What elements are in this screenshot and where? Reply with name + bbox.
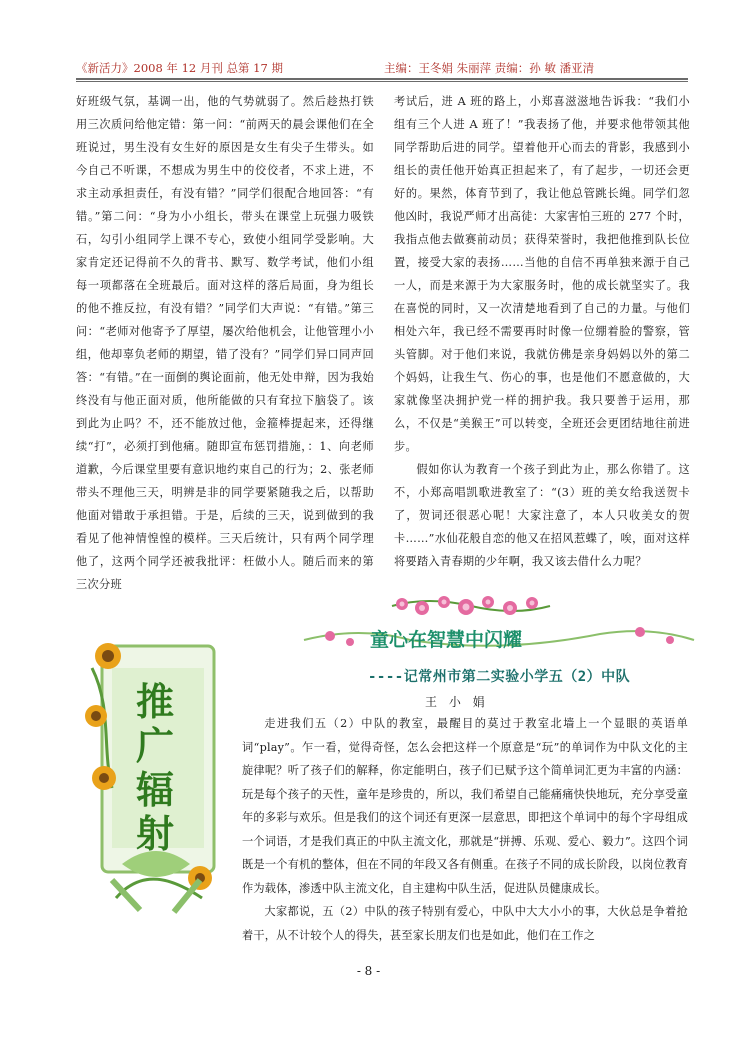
right-paragraph-1: 考试后，进 A 班的路上，小郑喜滋滋地告诉我：“我们小组有三个人进 A 班了！”我表扬了他，并要求他带领其他同学帮助后进的同学。望着他开心而去的背影，我感到小组长的责任他开始真正担起来了，有了起步，一切还会更好的。果然，体育节到了，我让他总管跳长绳。同学们忽他凶时，我说严师才出高徒：大家害怕三班的 277 个时，我指点他去做赛前动员；获得荣誉时，我把他推到队长位置，接受大家的表扬……当他的自信不再单独来源于自己一人，而是来源于为大家服务时，他的成长就坚实了。我在喜悦的同时，又一次清楚地看到了自己的力量。与他们相处六年，我已经不需要再时时像一位绷着脸的警察，管头管脚。对于他们来说，我就仿佛是亲身妈妈以外的第二个妈妈，让我生气、伤心的事，也是他们不愿意做的，大家就像坚决拥护党一样的拥护我。我只要善于运用，那么，不仅是“美猴王”可以转变，全班还会更团结地往前进步。	[394, 95, 690, 453]
header-rule-thick	[76, 78, 688, 80]
header-rule-thin	[76, 81, 688, 82]
page-number: - 8 -	[356, 964, 381, 978]
article-paragraph-1: 走进我们五（2）中队的教室，最醒目的莫过于教室北墙上一个显眼的英语单词“play”。乍一看，觉得奇怪，怎么会把这样一个原意是“玩”的单词作为中队文化的主旋律呢？听了孩子们的解释，你定能明白，孩子们已赋予这个简单词汇更为丰富的内涵：玩是每个孩子的天性，童年是珍贵的，所以，我们希望自己能痛痛快快地玩，充分享受童年的多彩与欢乐。但是我们的这个词还有更深一层意思，即把这个单词中的每个字母组成一个词语，才是我们真正的中队主流文化，那就是“拼搏、乐观、爱心、毅力”。这四个词既是一个有机的整体，但在不同的年段又各有侧重。在孩子不同的成长阶段，以岗位教育作为载体，渗透中队主流文化，自主建构中队生活，促进队员健康成长。	[242, 717, 688, 895]
article-title: 童心在智慧中闪耀	[370, 629, 523, 651]
flower-garland-icon	[388, 588, 554, 622]
article-paragraph-2: 大家都说，五（2）中队的孩子特别有爱心，中队中大大小小的事，大伙总是争着抢着干，从不计较个人的得失，甚至家长朋友们也是如此，他们在工作之	[242, 905, 688, 942]
left-column	[76, 90, 374, 596]
running-header	[76, 58, 688, 80]
header-issue: 《新活力》2008 年 12 月刊 总第 17 期	[76, 61, 283, 75]
article-author: 王 小 娟	[425, 695, 489, 709]
right-column	[394, 90, 690, 573]
left-paragraph: 好班级气氛，基调一出，他的气势就弱了。然后趁热打铁用三次质问给他定错：第一问：“前两天的晨会课他们在全班说过，男生没有女生好的原因是女生有尖子生带头。如今自己不听课，不想成为男生中的佼佼者，不求上进，不求主动承担责任，有没有错？”同学们很配合地回答：“有错。”第二问：“身为小小组长，带头在课堂上玩强力吸铁石，勾引小组同学上课不专心，致使小组同学受影响。大家肯定还记得前不久的背书、默写、数学考试，他们小组每一项都落在全班最后。面对这样的落后局面，身为组长的他不推反拉，有没有错？”同学们大声说：“有错。”第三问：“老师对他寄予了厚望，屡次给他机会，让他管理小小组，他却辜负老师的期望，错了没有？”同学们异口同声回答：“有错。”在一面倒的舆论面前，他无处申辩，因为我始终没有与他正面对质，他所能做的只有耷拉下脑袋了。该到此为止吗？不，还不能放过他，金箍棒提起来，还得继续“打”，必须打到他痛。随即宣布惩罚措施，：1、向老师道歉，今后课堂里要有意识地约束自己的行为；2、张老师带头不理他三天，明辨是非的同学要紧随我之后，以帮助他面对错敢于承担错。于是，后续的三天，说到做到的我看见了他神情惶惶的模样。三天后统计，只有两个同学理他了，这两个同学还被我批评：枉做小人。随后而来的第三次分班	[76, 95, 374, 591]
right-paragraph-2: 假如你认为教育一个孩子到此为止，那么你错了。这不，小郑高唱凯歌进教室了：“(3）班的美女给我送贺卡了，贺词还很恶心呢！大家注意了，本人只收美女的贺卡……”水仙花般自恋的他又在招风惹蝶了，唉，面对这样将要踏入青春期的少年啊，我又该去借什么力呢？	[394, 463, 690, 568]
article-subtitle: ----记常州市第二实验小学五（2）中队	[368, 669, 631, 685]
header-editors: 主编：王冬娟 朱丽萍 责编：孙 敏 潘亚清	[384, 61, 595, 75]
sidebar-vertical-title: 推广辐射	[136, 680, 175, 856]
article-body	[242, 712, 688, 947]
